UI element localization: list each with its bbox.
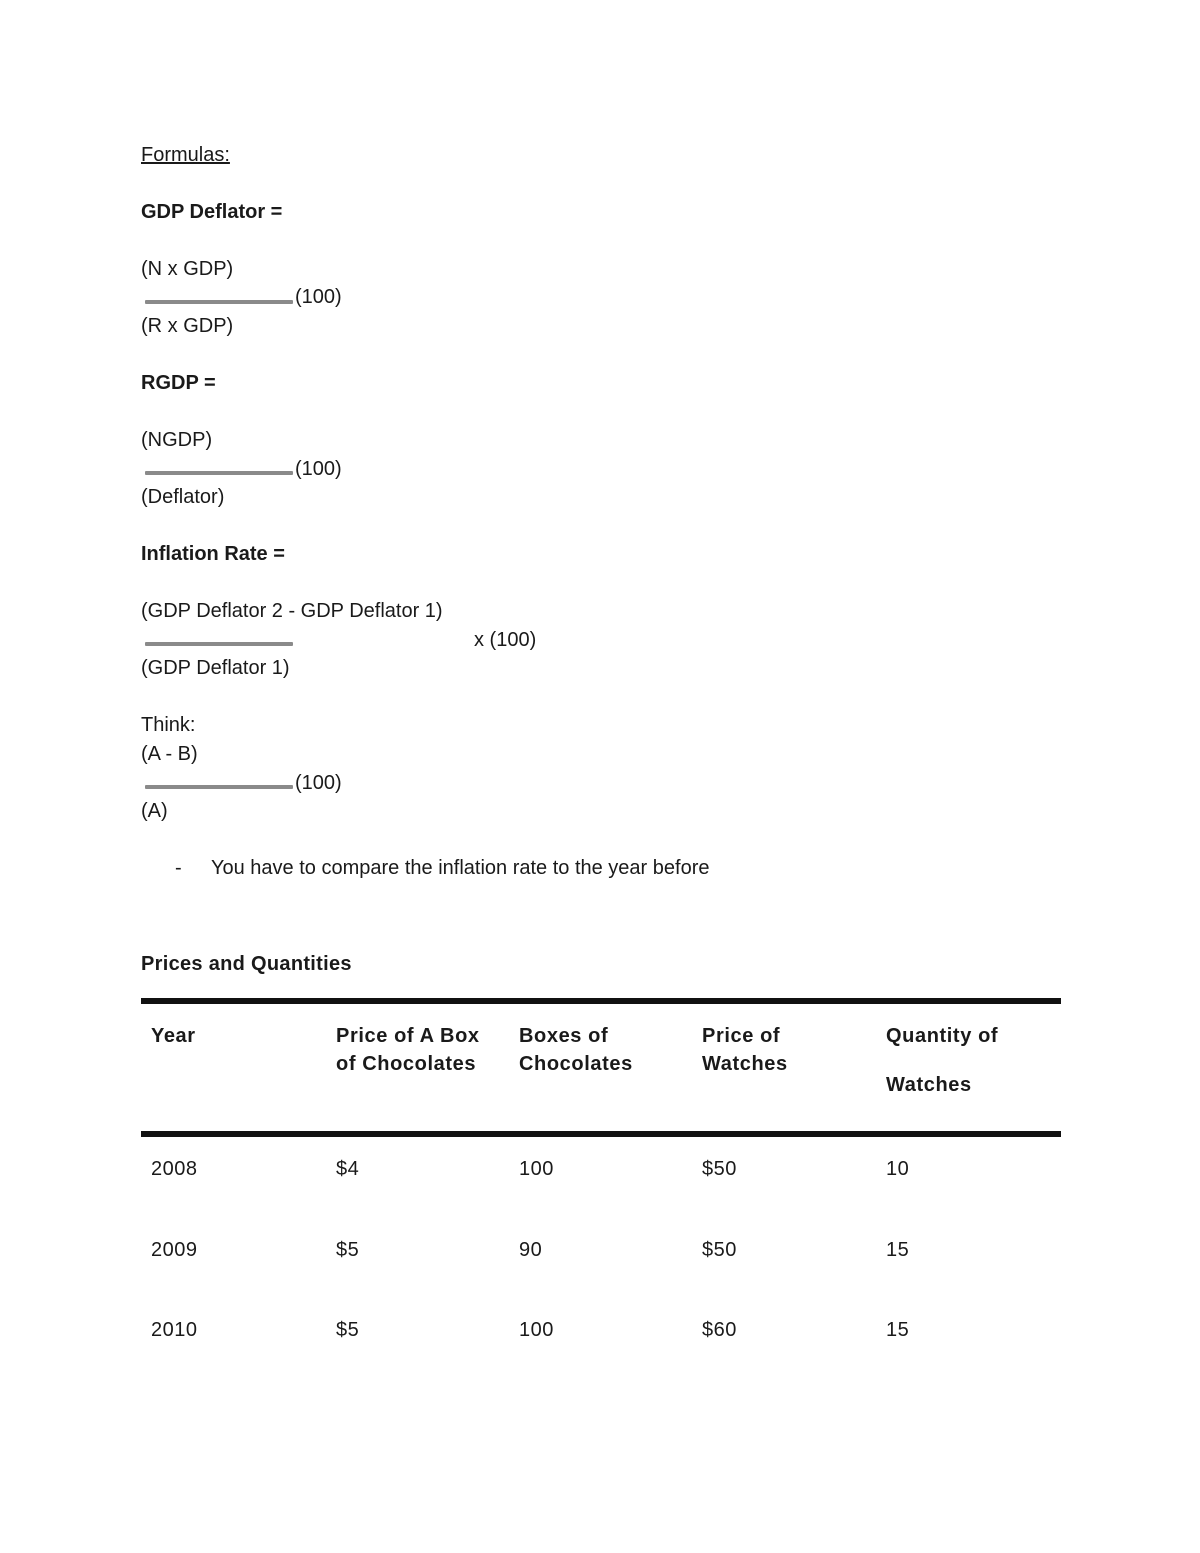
- cell-year: 2009: [151, 1239, 198, 1261]
- rgdp-multiplier: (100): [295, 458, 342, 480]
- table-top-border: [141, 998, 1061, 1004]
- rgdp-title: RGDP =: [141, 372, 216, 394]
- rgdp-fraction-bar: [145, 471, 293, 475]
- header-year: [151, 1022, 196, 1050]
- cell-price-box: $4: [336, 1158, 360, 1180]
- think-multiplier: (100): [295, 772, 342, 794]
- inflation-rate-fraction-bar: [145, 642, 293, 646]
- inflation-rate-denominator: (GDP Deflator 1): [141, 657, 290, 679]
- inflation-rate-title: Inflation Rate =: [141, 543, 285, 565]
- header-price-box-chocolates: [336, 1022, 480, 1078]
- header-year-line-1: Year: [151, 1025, 196, 1047]
- rgdp-denominator: (Deflator): [141, 486, 225, 508]
- header-boxes-line-1: Boxes of: [519, 1025, 609, 1047]
- header-price-of-watches: [702, 1022, 788, 1078]
- table-title: Prices and Quantities: [141, 953, 352, 975]
- rgdp-numerator: (NGDP): [141, 429, 213, 451]
- inflation-rate-numerator: (GDP Deflator 2 - GDP Deflator 1): [141, 600, 443, 622]
- gdp-deflator-numerator: (N x GDP): [141, 258, 234, 280]
- cell-boxes: 100: [519, 1319, 554, 1341]
- header-price-watches-line-2: Watches: [702, 1053, 788, 1075]
- header-quantity-of-watches: [886, 1022, 998, 1099]
- cell-year: 2008: [151, 1158, 198, 1180]
- gdp-deflator-multiplier: (100): [295, 286, 342, 308]
- think-fraction-bar: [145, 785, 293, 789]
- table-header-border: [141, 1131, 1061, 1137]
- gdp-deflator-title: GDP Deflator =: [141, 201, 283, 223]
- header-quantity-line-2: Watches: [886, 1074, 972, 1096]
- think-numerator: (A - B): [141, 743, 198, 765]
- header-boxes-line-2: Chocolates: [519, 1053, 633, 1075]
- header-quantity-line-1: Quantity of: [886, 1025, 999, 1047]
- cell-price-box: $5: [336, 1319, 360, 1341]
- cell-price-watches: $60: [702, 1319, 737, 1341]
- gdp-deflator-fraction-bar: [145, 300, 293, 304]
- cell-quantity-watches: 10: [886, 1158, 910, 1180]
- cell-price-watches: $50: [702, 1158, 737, 1180]
- cell-boxes: 90: [519, 1239, 543, 1261]
- cell-boxes: 100: [519, 1158, 554, 1180]
- header-price-box-line-1: Price of A Box: [336, 1025, 480, 1047]
- header-price-watches-line-1: Price of: [702, 1025, 781, 1047]
- cell-year: 2010: [151, 1319, 198, 1341]
- note-bullet: -: [175, 857, 182, 879]
- cell-quantity-watches: 15: [886, 1319, 910, 1341]
- think-denominator: (A): [141, 800, 168, 822]
- cell-price-watches: $50: [702, 1239, 737, 1261]
- formulas-heading: Formulas:: [141, 144, 230, 166]
- cell-price-box: $5: [336, 1239, 360, 1261]
- cell-quantity-watches: 15: [886, 1239, 910, 1261]
- inflation-rate-multiplier: x (100): [474, 629, 537, 651]
- gdp-deflator-denominator: (R x GDP): [141, 315, 234, 337]
- header-price-box-line-2: of Chocolates: [336, 1053, 477, 1075]
- think-label: Think:: [141, 714, 196, 736]
- note-text: You have to compare the inflation rate to the year before: [211, 857, 710, 879]
- header-boxes-of-chocolates: [519, 1022, 633, 1078]
